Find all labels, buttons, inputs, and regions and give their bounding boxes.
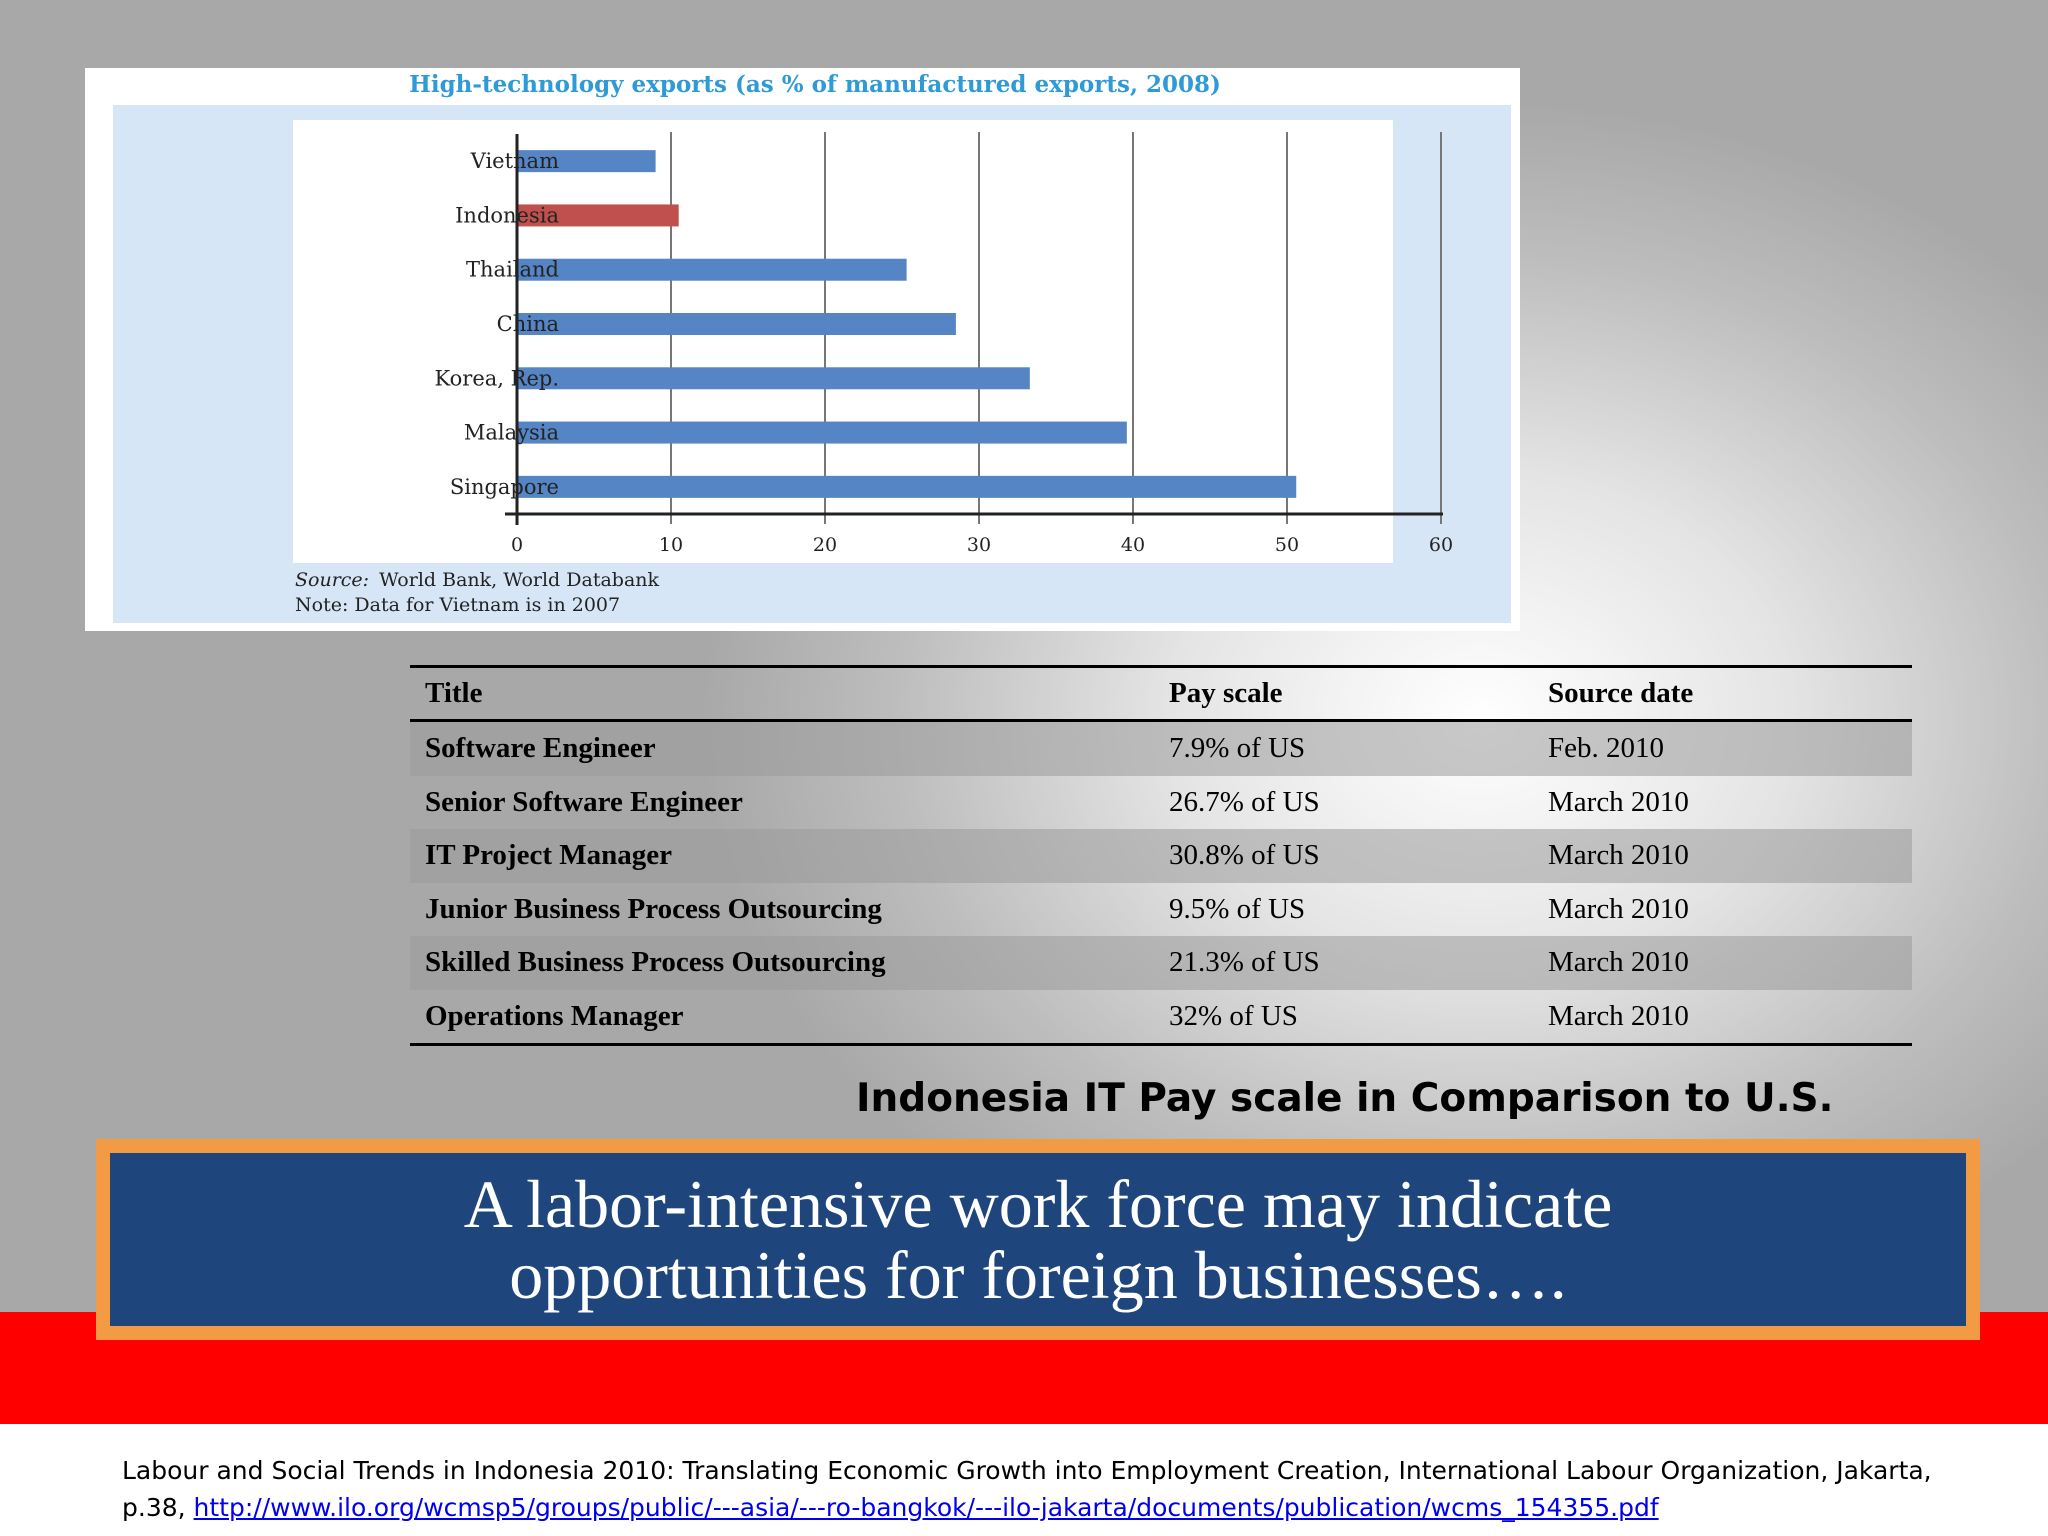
header-source-date: Source date	[1533, 667, 1912, 721]
cell-title: Junior Business Process Outsourcing	[425, 892, 882, 925]
cell-source-date: March 2010	[1533, 829, 1912, 883]
cell-source-date: March 2010	[1533, 990, 1912, 1045]
bar-chart	[85, 68, 1520, 631]
citation-link[interactable]: http://www.ilo.org/wcmsp5/groups/public/---asia/---ro-bangkok/---ilo-jakarta/documents/publication/wcms_154355.pdf	[193, 1493, 1659, 1522]
source-label: Source:	[295, 569, 370, 591]
category-label: Korea, Rep.	[434, 366, 559, 391]
x-tick-label: 0	[510, 534, 524, 556]
bar	[517, 313, 956, 335]
x-tick-label: 40	[1120, 534, 1146, 556]
x-tick-label: 10	[658, 534, 684, 556]
bar	[517, 422, 1127, 444]
cell-pay-scale: 30.8% of US	[1154, 829, 1533, 883]
table-row	[410, 721, 1912, 776]
table-header-row	[410, 667, 1912, 721]
chart-note: Note: Data for Vietnam is in 2007	[295, 594, 621, 616]
bar	[517, 367, 1030, 389]
bar	[517, 259, 907, 281]
callout-line-1: A labor-intensive work force may indicate	[463, 1165, 1613, 1242]
table-row	[410, 990, 1912, 1045]
chart-panel	[85, 68, 1520, 631]
x-tick-label: 20	[812, 534, 838, 556]
cell-pay-scale: 21.3% of US	[1154, 936, 1533, 990]
chart-title: High-technology exports (as % of manufactured exports, 2008)	[409, 71, 1221, 98]
x-tick-label: 60	[1428, 534, 1454, 556]
table-row	[410, 883, 1912, 937]
cell-source-date: March 2010	[1548, 785, 1689, 818]
cell-pay-scale: 26.7% of US	[1169, 785, 1320, 818]
category-label: Vietnam	[470, 149, 559, 174]
cell-source-date: March 2010	[1548, 892, 1689, 925]
category-label: Indonesia	[455, 203, 559, 228]
chart-source	[295, 569, 660, 591]
pay-scale-table	[410, 665, 1912, 1046]
x-tick-label: 50	[1274, 534, 1300, 556]
source-text: World Bank, World Databank	[379, 569, 660, 591]
header-title: Title	[410, 667, 1154, 721]
category-label: Thailand	[466, 257, 559, 282]
callout-box	[96, 1139, 1980, 1340]
x-tick-label: 30	[966, 534, 992, 556]
cell-pay-scale: 9.5% of US	[1169, 892, 1306, 925]
table-row	[410, 829, 1912, 883]
category-label: Malaysia	[463, 420, 559, 445]
cell-title: Skilled Business Process Outsourcing	[410, 936, 1154, 990]
header-pay-scale: Pay scale	[1154, 667, 1533, 721]
cell-title: Senior Software Engineer	[425, 785, 743, 818]
table-row	[410, 776, 1912, 830]
citation-text: Labour and Social Trends in Indonesia 2010: Translating Economic Growth into Employment Creation, International Labour Organization, Jakarta, p.38,	[122, 1456, 1932, 1522]
bar	[517, 476, 1296, 498]
cell-pay-scale: 32% of US	[1154, 990, 1533, 1045]
callout-line-2: opportunities for foreign businesses….	[509, 1236, 1567, 1313]
cell-pay-scale: 7.9% of US	[1154, 721, 1533, 776]
citation	[122, 1452, 2002, 1526]
cell-source-date: March 2010	[1533, 936, 1912, 990]
cell-title: Operations Manager	[410, 990, 1154, 1045]
table-row	[410, 936, 1912, 990]
table-caption: Indonesia IT Pay scale in Comparison to U.S.	[856, 1076, 1834, 1121]
cell-title: Software Engineer	[410, 721, 1154, 776]
cell-source-date: Feb. 2010	[1533, 721, 1912, 776]
category-label: Singapore	[449, 474, 559, 499]
cell-title: IT Project Manager	[410, 829, 1154, 883]
category-label: China	[496, 312, 559, 336]
